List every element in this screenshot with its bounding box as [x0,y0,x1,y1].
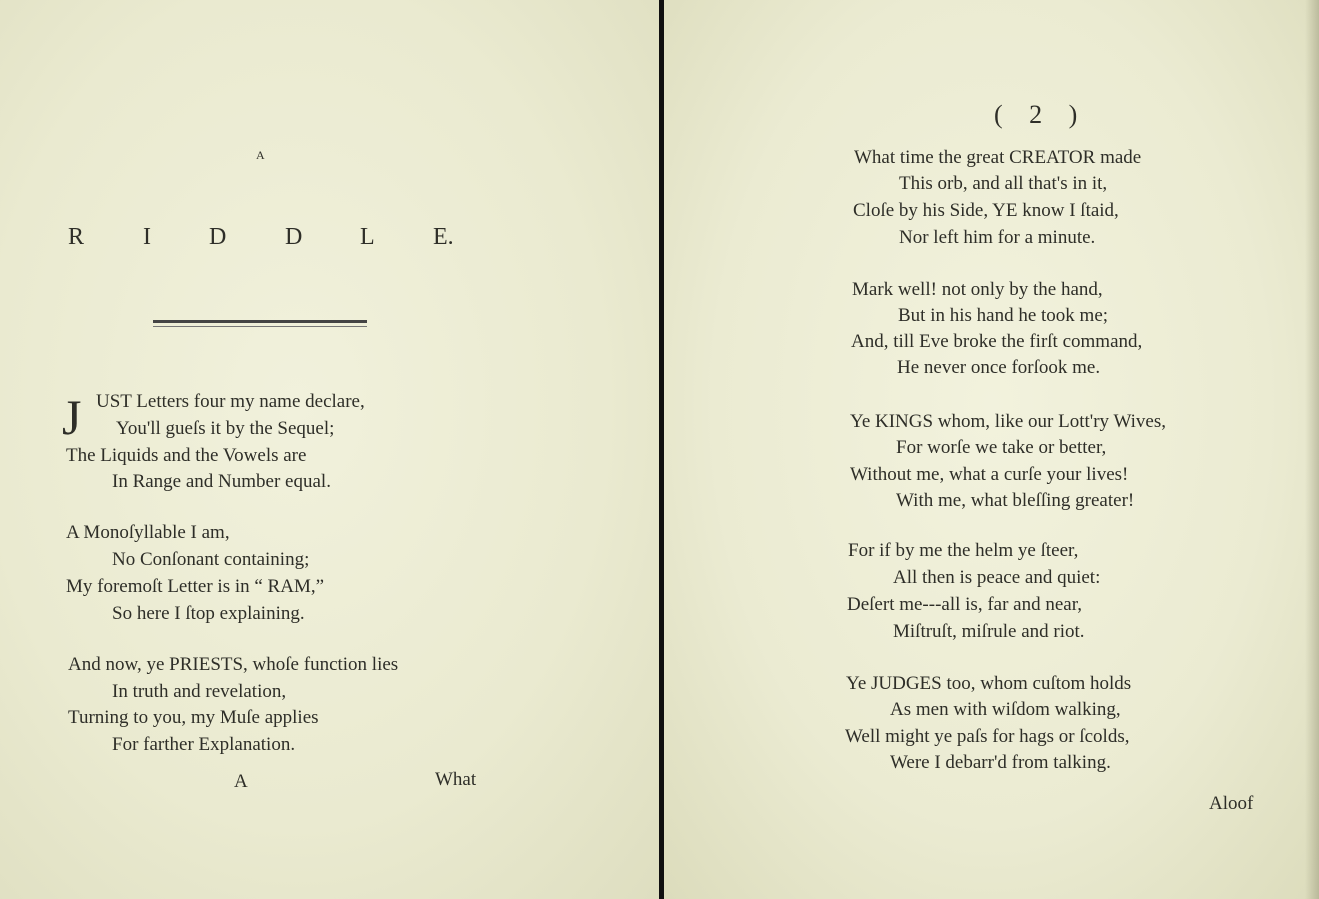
verse-line: For farther Explanation. [112,734,296,755]
verse-line: As men with wiſdom walking, [890,699,1121,720]
verse-line: And, till Eve broke the firſt command, [851,331,1143,352]
catchword: Aloof [1209,793,1254,814]
verse-line: Cloſe by his Side, YE know I ſtaid, [853,200,1119,221]
verse-line: Well might ye paſs for hags or ſcolds, [845,726,1130,747]
verse-line: But in his hand he took me; [898,305,1109,326]
verse-line: Miſtruſt, miſrule and riot. [893,621,1085,642]
verse-line: All then is peace and quiet: [893,567,1101,588]
verse-line: Deſert me---all is, far and near, [847,594,1083,615]
page-number: ( 2 ) [994,100,1078,129]
signature-mark: A [234,771,248,792]
drop-cap: J [62,389,82,445]
verse-line: Turning to you, my Muſe applies [68,707,319,728]
verse-line: Nor left him for a minute. [899,227,1096,248]
title-letter: D [285,224,303,250]
title-letter: D [209,224,227,250]
title-letter: L [360,224,375,250]
verse-line: In truth and revelation, [112,681,287,702]
right-page [664,0,1319,899]
left-page [0,0,659,899]
title-letter: R [68,224,85,250]
verse-line: This orb, and all that's in it, [899,173,1108,194]
verse-line: My foremoſt Letter is in “ RAM,” [66,576,325,597]
verse-line: The Liquids and the Vowels are [66,445,307,466]
verse-line: Ye KINGS whom, like our Lott'ry Wives, [850,411,1166,432]
verse-line: For if by me the helm ye ſteer, [848,540,1079,561]
verse-line: Ye JUDGES too, whom cuſtom holds [846,673,1132,694]
verse-line: He never once forſook me. [897,357,1101,378]
verse-line: Were I debarr'd from talking. [890,752,1111,773]
verse-line: With me, what bleſſing greater! [896,490,1135,511]
verse-line: So here I ſtop explaining. [112,603,305,624]
verse-line: Without me, what a curſe your lives! [850,464,1129,485]
verse-line: No Conſonant containing; [112,549,310,570]
title-letter: I [143,224,151,250]
catchword: What [435,769,477,790]
verse-line: You'll gueſs it by the Sequel; [116,418,335,439]
title-letter: E. [433,224,454,250]
verse-line: A Monoſyllable I am, [66,522,230,543]
verse-line: Mark well! not only by the hand, [852,279,1103,300]
verse-line: UST Letters four my name declare, [96,391,365,412]
verse-line: What time the great CREATOR made [854,147,1142,168]
verse-line: In Range and Number equal. [112,471,331,492]
verse-line: For worſe we take or better, [896,437,1107,458]
title-rule-thin [153,326,367,327]
heading-small: A [256,148,266,162]
title-rule [153,320,367,323]
verse-line: And now, ye PRIESTS, whoſe function lies [68,654,399,675]
